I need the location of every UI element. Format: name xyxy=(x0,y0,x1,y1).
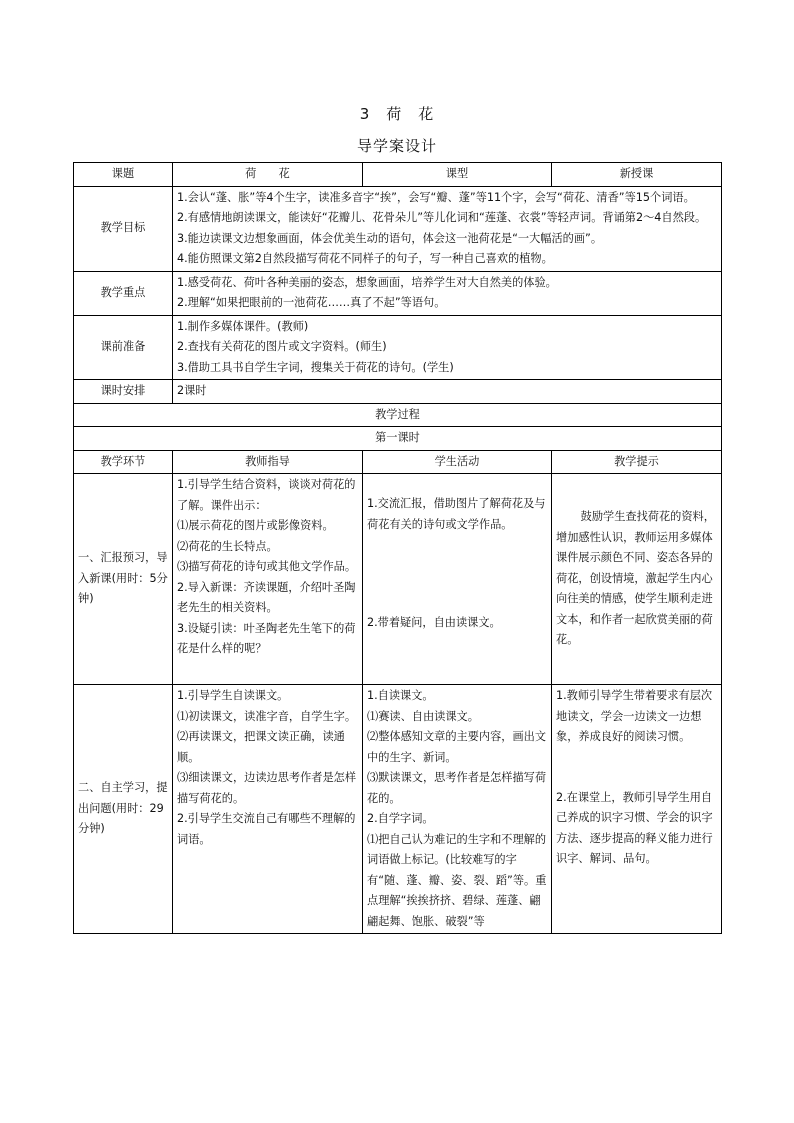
schedule-row xyxy=(74,380,722,404)
process-title: 教学过程 xyxy=(74,403,722,427)
teaching-hint: 2.在课堂上，教师引导学生用自己养成的识字习惯、学会的识字方法、逐步提高的释义能力进行识字、解词、品句。 xyxy=(556,790,713,865)
type-value: 新授课 xyxy=(552,163,722,187)
stage1-name: 一、汇报预习，导入新课(用时：5分钟) xyxy=(74,474,173,685)
objectives-content xyxy=(173,186,722,271)
lesson-plan-table xyxy=(73,162,722,934)
teaching-hint: 1.教师引导学生带着要求有层次地读文，学会一边读文一边想象，养成良好的阅读习惯。 xyxy=(556,689,713,743)
stage1-hint xyxy=(552,474,722,685)
teacher-step: 1.引导学生结合资料，谈谈对荷花的了解。课件出示： xyxy=(177,478,356,512)
teacher-step: 2.引导学生交流自己有哪些不理解的词语。 xyxy=(177,812,356,846)
objectives-label: 教学目标 xyxy=(74,186,173,271)
column-header: 教学环节 xyxy=(74,450,173,474)
header-row xyxy=(74,163,722,187)
process-title-row xyxy=(74,403,722,427)
schedule-label: 课时安排 xyxy=(74,380,173,404)
label-type: 课型 xyxy=(363,163,552,187)
stage1-row xyxy=(74,474,722,685)
student-step: 1.交流汇报，借助图片了解荷花及与荷花有关的诗句或文学作品。 xyxy=(367,497,546,531)
lesson-number: 3 xyxy=(359,105,371,123)
teacher-step: ⑴初读课文，读准字音，自学生字。 xyxy=(177,709,357,723)
schedule-value: 2课时 xyxy=(173,380,722,404)
teacher-step: ⑶细读课文，边读边思考作者是怎样描写荷花的。 xyxy=(177,771,357,805)
key-points-content xyxy=(173,271,722,315)
teacher-step: ⑵再读课文，把课文读正确，读通顺。 xyxy=(177,730,345,764)
teacher-step: 3.设疑引读：叶圣陶老先生笔下的荷花是什么样的呢？ xyxy=(177,621,356,655)
student-step: ⑵整体感知文章的主要内容，画出文中的生字、新词。 xyxy=(367,730,547,764)
column-header: 教学提示 xyxy=(552,450,722,474)
teacher-step: 2.导入新课：齐读课题，介绍叶圣陶老先生的相关资料。 xyxy=(177,580,356,614)
lesson-title xyxy=(0,103,794,124)
teacher-step: 1.引导学生自读课文。 xyxy=(177,689,289,702)
stage2-name: 二、自主学习，提出问题(用时：29分钟) xyxy=(74,685,173,934)
student-step: 1.自读课文。 xyxy=(367,689,434,702)
preparation-item: 3.借助工具书自学生字词，搜集关于荷花的诗句。(学生) xyxy=(177,360,454,374)
preparation-row xyxy=(74,315,722,380)
key-points-label: 教学重点 xyxy=(74,271,173,315)
period-title: 第一课时 xyxy=(74,427,722,451)
preparation-item: 2.查找有关荷花的图片或文字资料。(师生) xyxy=(177,340,387,353)
preparation-label: 课前准备 xyxy=(74,315,173,380)
stage1-student xyxy=(363,474,552,685)
teacher-step: ⑶描写荷花的诗句或其他文学作品。 xyxy=(177,560,357,573)
preparation-content xyxy=(173,315,722,380)
key-point-item: 2.理解“如果把眼前的一池荷花……真了不起”等语句。 xyxy=(177,296,446,309)
column-header: 教师指导 xyxy=(173,450,363,474)
teacher-step: ⑵荷花的生长特点。 xyxy=(177,539,278,553)
key-point-item: 1.感受荷花、荷叶各种美丽的姿态，想象画面，培养学生对大自然美的体验。 xyxy=(177,275,557,289)
objective-item: 2.有感情地朗读课文，能读好“花瓣儿、花骨朵儿”等儿化词和“莲蓬、衣裳”等轻声词。背诵第2～4自然段。 xyxy=(177,211,707,224)
teaching-hint: 鼓励学生查找荷花的资料，增加感性认识，教师运用多媒体课件展示颜色不同、姿态各异的荷花，创设情境，激起学生内心向往美的情感，使学生顺利走进文本，和作者一起欣赏美丽的荷花。 xyxy=(556,510,715,647)
stage2-hint xyxy=(552,685,722,934)
stage2-row xyxy=(74,685,722,934)
objective-item: 3.能边读课文边想象画面，体会优美生动的语句，体会这一池荷花是“一大幅活的画”。 xyxy=(177,231,603,245)
page-subtitle: 导学案设计 xyxy=(356,137,437,155)
lesson-name-char1: 荷 xyxy=(386,105,403,123)
student-step: ⑴赛读、自由读课文。 xyxy=(367,709,479,723)
period-title-row xyxy=(74,427,722,451)
objective-item: 4.能仿照课文第2自然段描写荷花不同样子的句子，写一种自己喜欢的植物。 xyxy=(177,252,553,265)
label-topic: 课题 xyxy=(74,163,173,187)
stage2-teacher xyxy=(173,685,363,934)
preparation-item: 1.制作多媒体课件。(教师) xyxy=(177,319,309,333)
objectives-row xyxy=(74,186,722,271)
key-points-row xyxy=(74,271,722,315)
column-header: 学生活动 xyxy=(363,450,552,474)
topic-value: 荷 花 xyxy=(173,163,363,187)
student-step: 2.带着疑问，自由读课文。 xyxy=(367,616,501,629)
stage2-student xyxy=(363,685,552,934)
teacher-step: ⑴展示荷花的图片或影像资料。 xyxy=(177,519,334,532)
student-step: ⑶默读课文，思考作者是怎样描写荷花的。 xyxy=(367,771,547,805)
column-header-row xyxy=(74,450,722,474)
stage1-teacher xyxy=(173,474,363,685)
student-step: ⑴把自己认为难记的生字和不理解的词语做上标记。(比较难写的字有“随、蓬、瓣、姿、裂、蹈”等。重点理解“挨挨挤挤、碧绿、莲蓬、翩翩起舞、饱胀、破裂”等 xyxy=(367,832,547,928)
student-step: 2.自学字词。 xyxy=(367,812,434,825)
objective-item: 1.会认“蓬、胀”等4个生字，读准多音字“挨”，会写“瓣、蓬”等11个字，会写“荷花、清香”等15个词语。 xyxy=(177,190,695,204)
lesson-name-char2: 花 xyxy=(418,105,435,123)
